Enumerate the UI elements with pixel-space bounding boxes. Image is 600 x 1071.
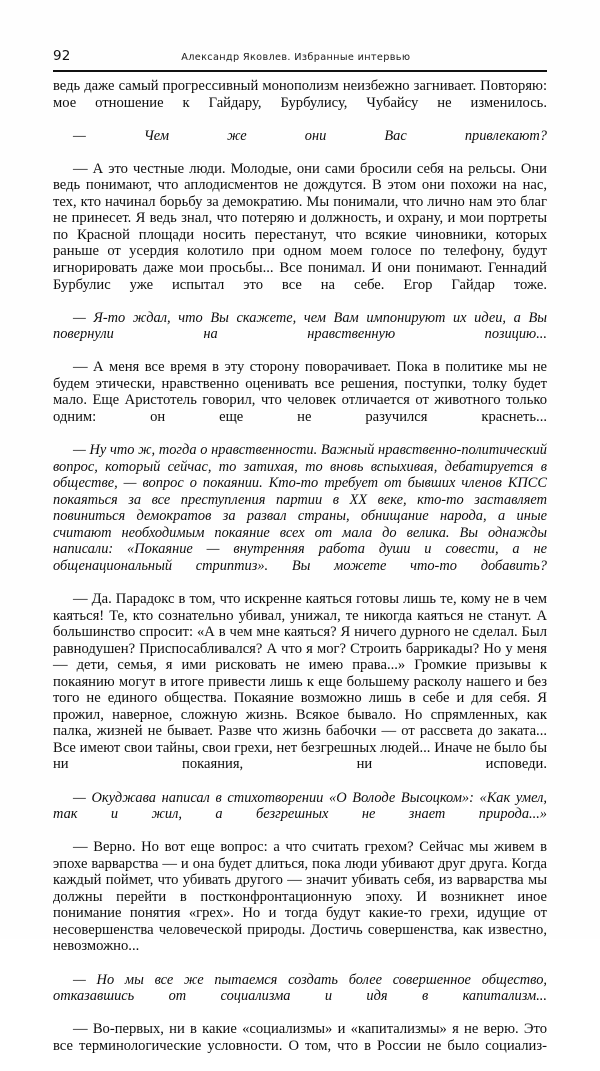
interview-question-paragraph: — Чем же они Вас привлекают? <box>73 127 547 144</box>
interview-answer-paragraph: — Во-первых, ни в какие «социализмы» и «капитализмы» я не верю. Это все терминологические условности. О том, что в России не было социализ- <box>53 1021 547 1054</box>
body-text-column <box>53 78 547 1071</box>
running-head-title: Александр Яковлев. Избранные интервью <box>181 52 411 63</box>
page-number: 92 <box>53 48 71 64</box>
header-divider-rule <box>53 70 547 72</box>
running-head <box>53 50 547 70</box>
interview-answer-paragraph: — А меня все время в эту сторону поворачивает. Пока в политике мы не будем этически, нравственно оценивать все решения, поступки, толку будет мало. Еще Аристотель говорил, что человек отличается от животного только одним: он еще не разучился краснеть... <box>53 359 547 425</box>
interview-answer-paragraph: — Верно. Но вот еще вопрос: а что считать грехом? Сейчас мы живем в эпохе варварства — и она будет длиться, пока люди убивают друг друга. Когда каждый поймет, что убивать другого — значит убивать себя, из варварства мы должны перейти в постконфронтационную эпоху. И возникнет иное понимание понятия «грех». Но и тогда будут какие-то грехи, идущие от несовершенства человеческой природы. Достичь совершенства, как известно, невозможно... <box>53 839 547 955</box>
interview-answer-paragraph: — А это честные люди. Молодые, они сами бросили себя на рельсы. Они ведь понимают, что аплодисментов не дождутся. В этом они похожи на нас, тех, кто начинал борьбу за демократию. Мы понимали, что лично нам это благ не принесет. Я ведь знал, что потеряю и должность, и охрану, и мои портреты по Красной площади носить перестанут, что всякие чиновники, которых раньше от усердия колотило при одном моем голосе по телефону, будут игнорировать даже мои просьбы... Все понимал. И они понимают. Геннадий Бурбулис уже испытал это все на себе. Егор Гайдар тоже. <box>53 160 547 293</box>
interview-question-paragraph: — Но мы все же пытаемся создать более совершенное общество, отказавшись от социализма и идя в капитализм... <box>53 971 547 1005</box>
interview-answer-paragraph: — Да. Парадокс в том, что искренне каяться готовы лишь те, кому не в чем каяться! Те, кто сознательно убивал, унижал, те никогда каяться не станут. А большинство спросит: «А в чем мне каяться? Я ничего дурного не сделал. Был равнодушен? Приспосабливался? А что я мог? Строить баррикады? Но у меня — дети, семья, я ими рисковать не имею права...» Громкие призывы к покаянию могут в итоге привести лишь к еще большему расколу нашего и без того не единого общества. Покаяние возможно лишь в себе и для себя. Я прожил, наверное, сложную жизнь. Всякое бывало. Но спрямленных, как палка, жизней не бывает. Разве что жизнь бабочки — от рассвета до заката... Все имеют свои тайны, свои грехи, нет безгрешных людей... Иначе не было бы ни покаяния, ни исповеди. <box>53 590 547 773</box>
interview-question-paragraph: — Окуджава написал в стихотворении «О Володе Высоцком»: «Как умел, так и жил, а безгрешных не знает природа...» <box>53 789 547 823</box>
interview-answer-paragraph: ведь даже самый прогрессивный монополизм неизбежно загнивает. Повторяю: мое отношение к Гайдару, Бурбулису, Чубайсу не изменилось. <box>53 78 547 111</box>
interview-question-paragraph: — Я-то ждал, что Вы скажете, чем Вам импонируют их идеи, а Вы повернули на нравственную позицию... <box>53 309 547 343</box>
interview-question-paragraph: — Ну что ж, тогда о нравственности. Важный нравственно-политический вопрос, который сейчас, то затихая, то вновь вспыхивая, дебатируется в обществе, — вопрос о покаянии. Кто-то требует от бывших членов КПСС покаяться за все преступления партии в XX веке, кто-то заставляет повиниться демократов за развал страны, обнищание народа, а иные считают необходимым покаяние всех от мала до велика. Вы однажды написали: «Покаяние — внутренняя работа души и совести, а не общенациональный стриптиз». Вы можете что-то добавить? <box>53 442 547 574</box>
